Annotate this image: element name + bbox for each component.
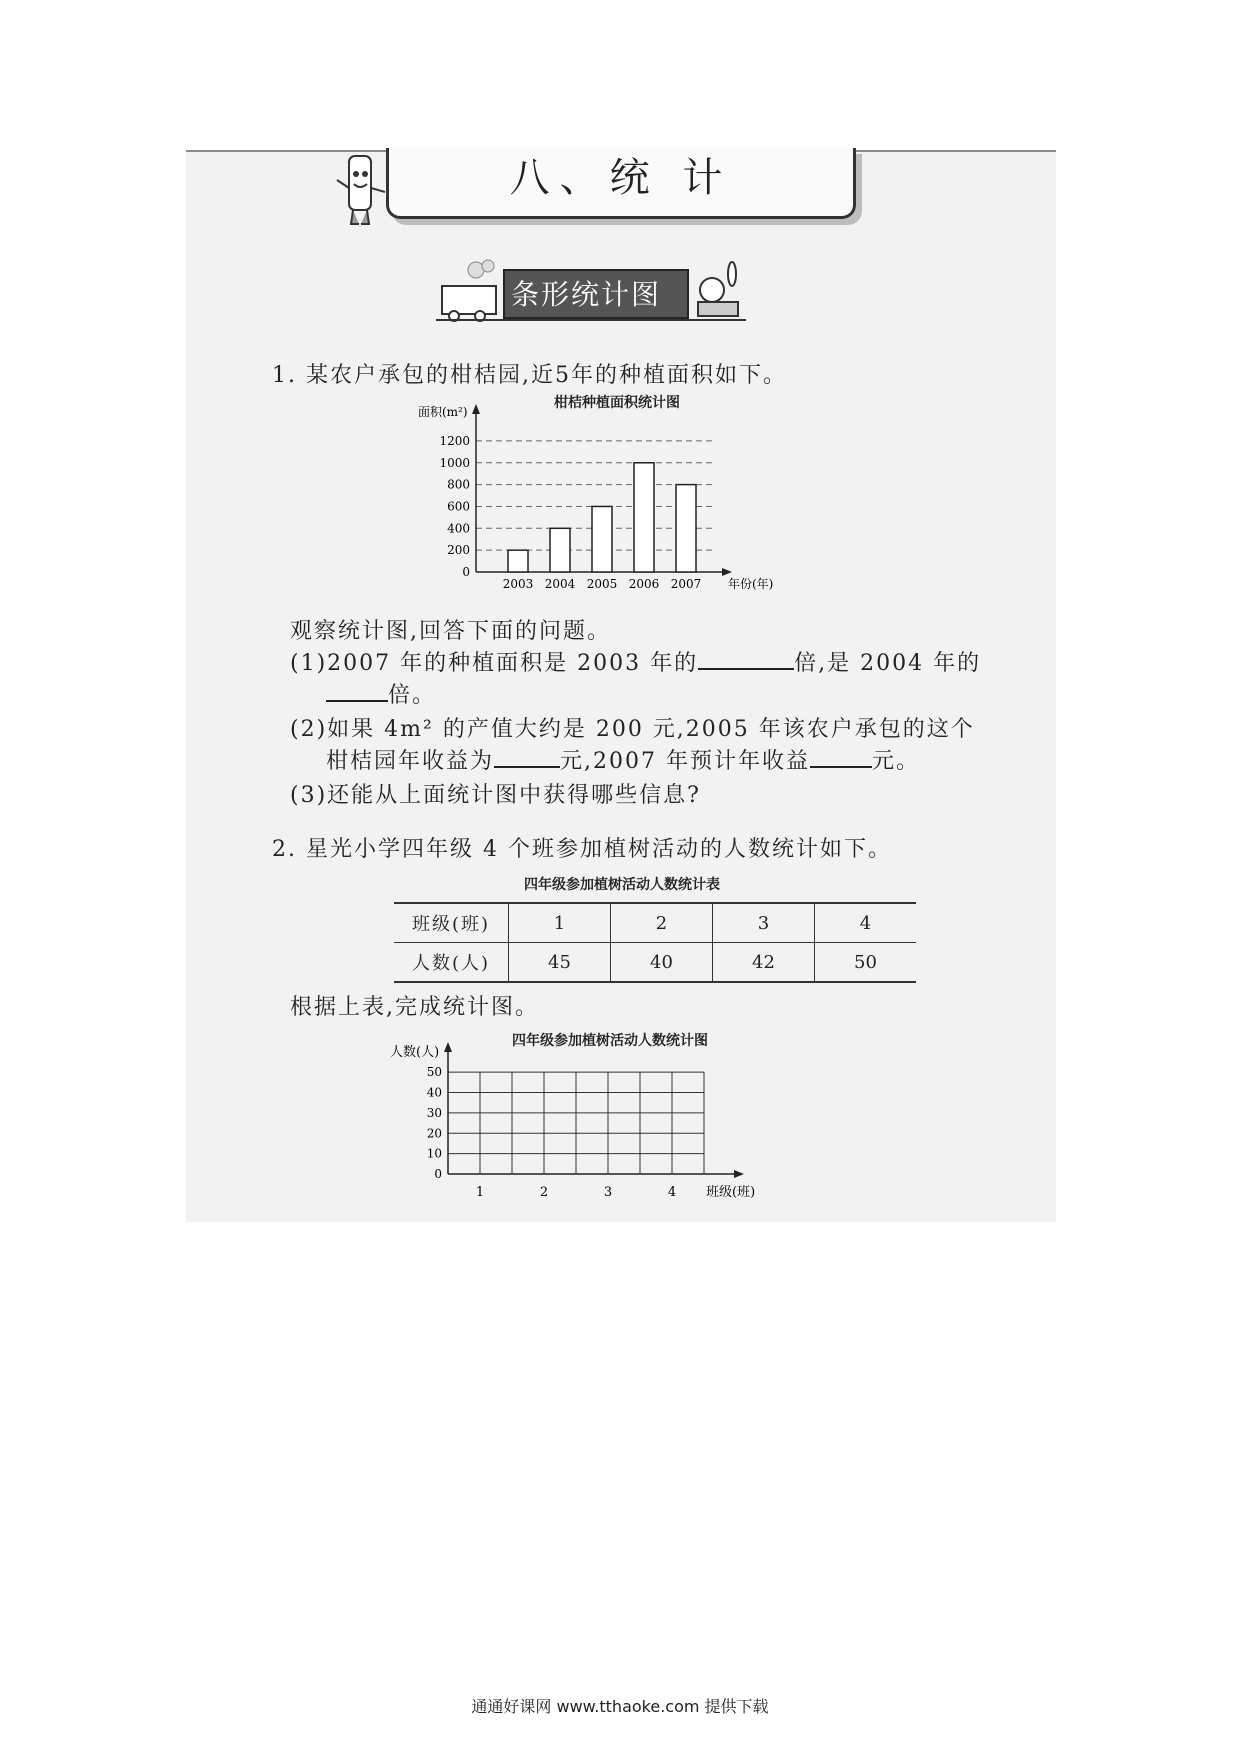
y-tick-label: 50 — [426, 1065, 442, 1080]
q2-prompt: 2. 星光小学四年级 4 个班参加植树活动的人数统计如下。 — [272, 837, 892, 862]
table-cell: 45 — [509, 943, 611, 983]
x-tick-label: 2 — [539, 1185, 549, 1200]
x-tick-label: 2004 — [544, 577, 576, 591]
chart1-svg — [416, 400, 774, 600]
y-tick-label: 0 — [434, 1167, 442, 1181]
table-cell: 40 — [611, 943, 713, 983]
table-cell: 4 — [815, 903, 917, 943]
y-tick-label: 400 — [447, 521, 470, 536]
y-tick-label: 800 — [447, 477, 470, 492]
y-axis-label: 人数(人) — [390, 1045, 440, 1060]
x-tick-label: 4 — [667, 1185, 677, 1200]
table-row-label: 人数(人) — [394, 943, 509, 983]
table-cell: 1 — [509, 903, 611, 943]
y-tick-label: 0 — [462, 565, 470, 579]
x-tick-label: 2003 — [502, 577, 534, 591]
table-cell: 42 — [713, 943, 815, 983]
table-cell: 2 — [611, 903, 713, 943]
x-tick-label: 1 — [475, 1185, 485, 1200]
footer-credit: 通通好课网 www.tthaoke.com 提供下载 — [471, 1697, 769, 1716]
x-tick-label: 2007 — [670, 577, 702, 591]
bar — [550, 528, 570, 572]
x-tick-label: 2005 — [586, 577, 618, 591]
chapter-title: 八、统 计 — [386, 148, 856, 219]
section-title: 条形统计图 — [510, 278, 661, 311]
x-tick-label: 3 — [603, 1185, 613, 1200]
q1-sub3: (3)还能从上面统计图中获得哪些信息? — [290, 783, 701, 808]
table-row — [394, 943, 916, 983]
scanned-page — [186, 150, 1056, 1222]
q1-sub1-cont — [326, 678, 436, 709]
bar — [592, 506, 612, 572]
table-cell: 3 — [713, 903, 815, 943]
x-axis-label: 班级(班) — [706, 1185, 756, 1200]
q1-sub1-text-b: 倍,是 2004 年的 — [794, 651, 982, 676]
q1-sub2: (2)如果 4m² 的产值大约是 200 元,2005 年该农户承包的这个 — [290, 717, 975, 742]
y-tick-label: 200 — [447, 543, 470, 558]
y-tick-label: 600 — [447, 499, 470, 514]
y-axis-arrow-icon — [472, 404, 480, 414]
pencil-mascot-icon — [331, 152, 391, 230]
chart2-title: 四年级参加植树活动人数统计图 — [512, 1033, 708, 1049]
x-axis-label: 年份(年) — [728, 577, 774, 591]
q1-observe: 观察统计图,回答下面的问题。 — [290, 619, 611, 644]
table-cell: 50 — [815, 943, 917, 983]
answer-blank-3[interactable] — [494, 744, 560, 768]
answer-blank-2[interactable] — [326, 678, 388, 702]
chart1-title: 柑桔种植面积统计图 — [554, 395, 680, 411]
q2-instruction: 根据上表,完成统计图。 — [290, 995, 539, 1020]
y-tick-label: 40 — [426, 1085, 442, 1100]
q1-prompt: 1. 某农户承包的柑桔园,近5年的种植面积如下。 — [272, 363, 787, 388]
table-title: 四年级参加植树活动人数统计表 — [524, 877, 720, 893]
x-axis-arrow-icon — [734, 1170, 744, 1178]
q1-sub1 — [290, 646, 981, 677]
y-tick-label: 1000 — [439, 455, 470, 470]
y-tick-label: 10 — [426, 1146, 442, 1161]
chart2-svg[interactable] — [386, 1042, 766, 1222]
table-row-label: 班级(班) — [394, 903, 509, 943]
q1-sub2-text-d: 元。 — [872, 749, 921, 774]
y-tick-label: 1200 — [439, 433, 470, 448]
answer-blank-4[interactable] — [810, 744, 872, 768]
table-row — [394, 903, 916, 943]
x-axis-arrow-icon — [722, 568, 732, 576]
bar — [508, 550, 528, 572]
answer-blank-1[interactable] — [698, 646, 794, 670]
q1-sub1-text-c: 倍。 — [388, 683, 437, 708]
y-axis-arrow-icon — [444, 1042, 452, 1052]
bar — [634, 463, 654, 572]
x-tick-label: 2006 — [628, 577, 660, 591]
q1-sub1-text-a: (1)2007 年的种植面积是 2003 年的 — [290, 651, 699, 676]
data-table — [394, 902, 916, 983]
y-tick-label: 30 — [426, 1105, 442, 1120]
q1-sub2-text-c: 元,2007 年预计年收益 — [560, 749, 810, 774]
q1-sub2-cont — [326, 744, 920, 775]
y-tick-label: 20 — [426, 1126, 442, 1141]
y-axis-label: 面积(m²) — [418, 405, 468, 419]
q1-sub2-text-b: 柑桔园年收益为 — [326, 749, 495, 774]
bar — [676, 485, 696, 572]
